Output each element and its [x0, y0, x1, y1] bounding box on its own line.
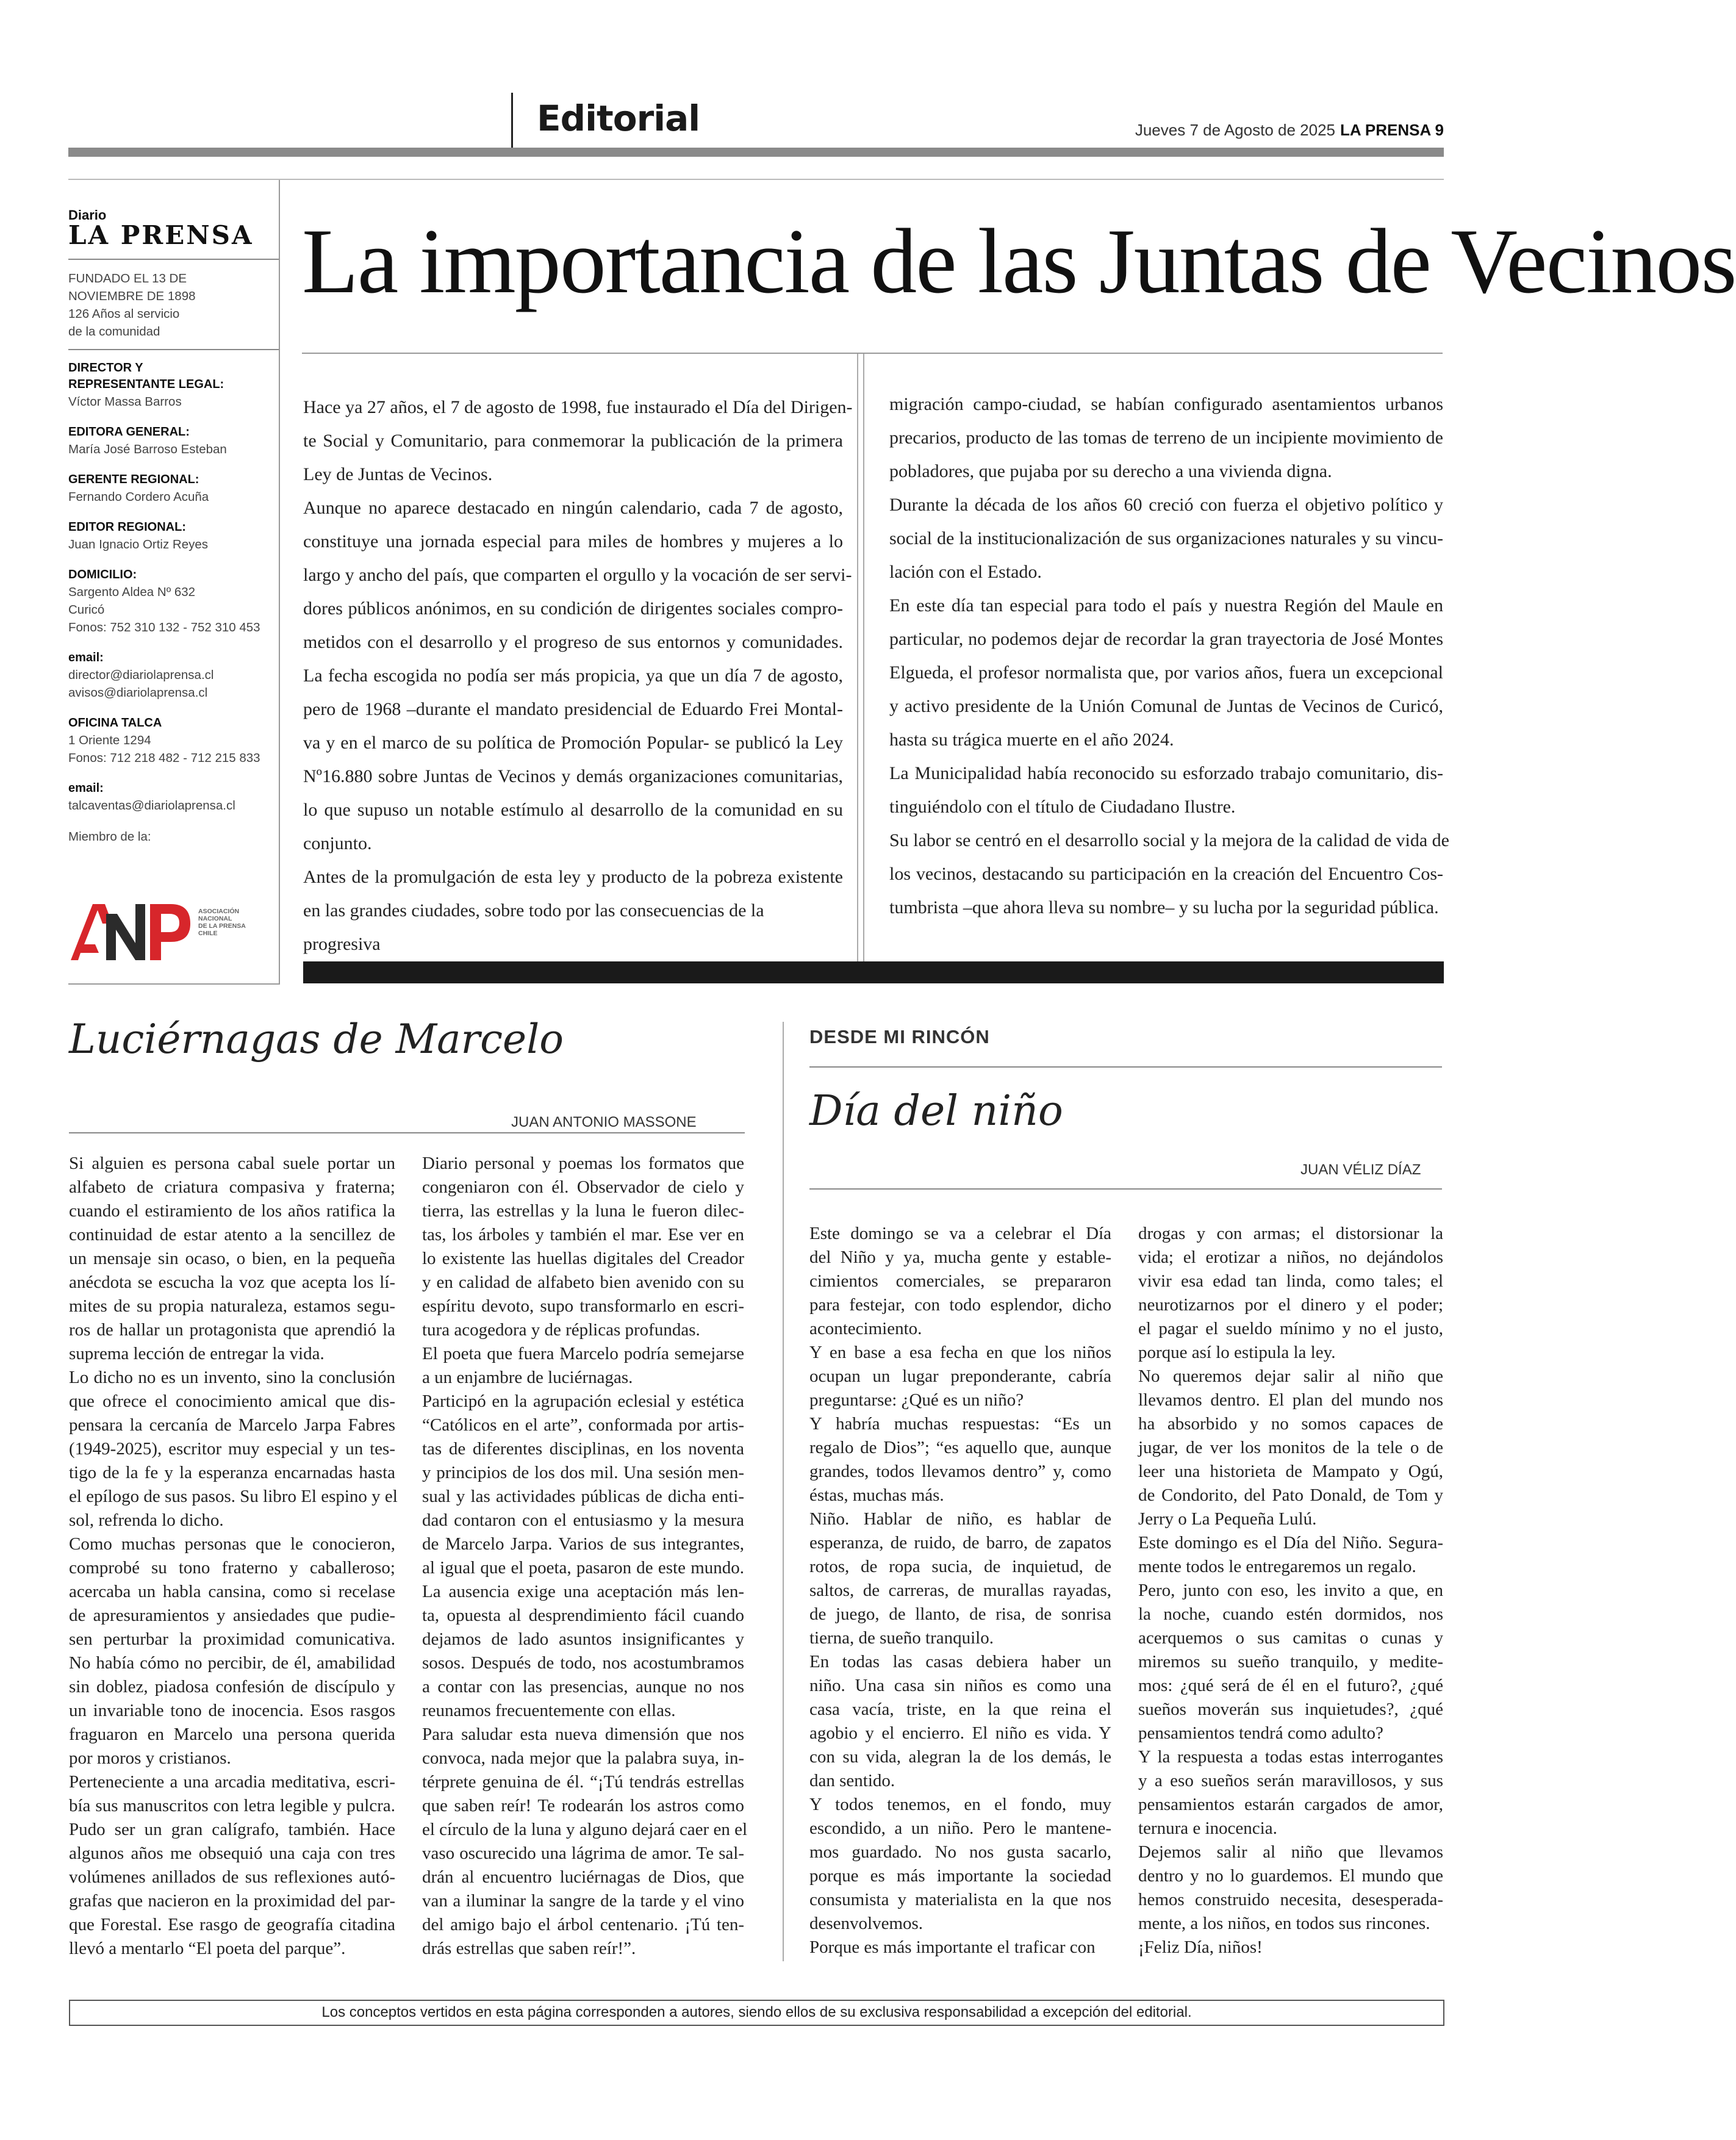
text-line: porque es más importante la sociedad [809, 1866, 1111, 1886]
text-line: a un enjambre de luciérnagas. [422, 1368, 633, 1387]
text-line: por moros y cristianos. [69, 1748, 231, 1768]
staff-label: email: [68, 781, 104, 795]
text-line: sin doblez, piadosa confesión de discípulo y [69, 1677, 395, 1697]
text-line: consumista y materialista en la que nos [809, 1890, 1111, 1909]
text-line: Niño. Hablar de niño, es hablar de [809, 1509, 1111, 1529]
text-line: sosos. Después de todo, nos acostumbramos [422, 1653, 744, 1673]
staff-label: email: [68, 651, 104, 664]
text-line: cuando el estiramiento de los años ratifica la [69, 1201, 395, 1221]
editorial-column-1 [303, 390, 853, 961]
header-thin-rule [68, 179, 1444, 180]
dia-del-nino-column-1 [809, 1222, 1111, 1959]
text-line: tierra, las estrellas y la luna le fueron dilec- [422, 1201, 744, 1221]
text-line: acercaba un habla cansina, como si recelase [69, 1582, 395, 1601]
text-line: “Católicos en el arte”, conformada por artis- [422, 1415, 744, 1435]
text-line: en las grandes ciudades, sobre todo por las consecuencias de la progresiva [303, 900, 764, 954]
text-line: Su labor se centró en el desarrollo social y la mejora de la calidad de vida de [889, 830, 1449, 850]
text-line: acontecimiento. [809, 1319, 922, 1338]
text-line: migración campo-ciudad, se habían configurado asentamientos urbanos [889, 394, 1443, 414]
section-title: Editorial [537, 98, 700, 139]
headline-rule [302, 353, 1443, 354]
text-line: algunos años me obsequió una caja con tres [69, 1844, 395, 1863]
text-line: mos: ¿qué será de él en el futuro?, ¿qué [1138, 1676, 1443, 1695]
staff-label: OFICINA TALCA [68, 716, 162, 730]
text-line: Y la respuesta a todas estas interrogantes [1138, 1747, 1443, 1767]
text-line: grafas que nacieron en la proximidad del par- [69, 1891, 395, 1911]
staff-value: Juan Ignacio Ortiz Reyes [68, 537, 209, 551]
anp-text-line: DE LA PRENSA [198, 922, 246, 930]
issue-date: Jueves 7 de Agosto de 2025 [1135, 121, 1335, 139]
text-line: mites de su propia naturaleza, estamos segu- [69, 1296, 395, 1316]
text-line: y principios de los dos mil. Una sesión men- [422, 1463, 744, 1482]
text-line: sen perturbar la proximidad comunicativa. [69, 1629, 395, 1649]
anp-logo-n [106, 904, 145, 960]
text-line: vivir esa edad tan linda, como tales; el [1138, 1271, 1443, 1291]
section-divider [783, 1022, 784, 1961]
text-line: largo y ancho del país, que comparten el orgullo y la vocación de ser servi- [303, 565, 852, 585]
text-line: van a iluminar la sangre de la tarde y el vino [422, 1891, 744, 1911]
text-line: vaso oscurecido una lágrima de amor. Te sal- [422, 1844, 744, 1863]
text-line: llevamos dentro. El plan del mundo nos [1138, 1390, 1443, 1410]
editorial-headline: La importancia de las Juntas de Vecinos [302, 210, 1736, 312]
text-line: llevó a mentarlo “El poeta del parque”. [69, 1939, 346, 1958]
masthead-logo: LA PRENSA [68, 220, 254, 250]
text-line: con su vida, alegran la de los demás, le [809, 1747, 1111, 1767]
founded-line: NOVIEMBRE DE 1898 [68, 289, 196, 303]
staff-value: Sargento Aldea Nº 632 [68, 585, 196, 599]
text-line: esperanza, de ruido, de barro, de zapatos [809, 1533, 1111, 1553]
text-line: tas, los árboles y también el mar. Ese ver en [422, 1225, 744, 1244]
text-line: Porque es más importante el traficar con [809, 1937, 1096, 1957]
text-line: La fecha escogida no podía ser más propicia, ya que un día 7 de agosto, [303, 666, 843, 686]
text-line: Y todos tenemos, en el fondo, muy [809, 1795, 1111, 1814]
header-date-line [1135, 121, 1444, 140]
sidebar-rule [68, 259, 279, 260]
header-rule [68, 148, 1444, 157]
text-line: grandes, todos llevamos dentro” y, como [809, 1462, 1111, 1481]
text-line: ternura e inocencia. [1138, 1819, 1277, 1838]
text-line: pensamientos tendrá como adulto? [1138, 1723, 1383, 1743]
text-line: conjunto. [303, 833, 372, 853]
staff-label: DIRECTOR Y [68, 361, 143, 375]
staff-value: Fonos: 712 218 482 - 712 215 833 [68, 751, 260, 765]
text-line: y activo presidente de la Unión Comunal de Juntas de Vecinos de Curicó, [889, 696, 1443, 716]
staff-value: avisos@diariolaprensa.cl [68, 686, 208, 700]
text-line: Hace ya 27 años, el 7 de agosto de 1998, fue instaurado el Día del Dirigen- [303, 397, 853, 417]
text-line: de Marcelo Jarpa. Varios de sus integrantes, [422, 1534, 744, 1554]
text-line: neurotizarnos por el dinero y el poder; [1138, 1295, 1443, 1315]
text-line: Este domingo es el Día del Niño. Segura- [1138, 1533, 1443, 1553]
text-line: tinguiéndolo con el título de Ciudadano Ilustre. [889, 797, 1236, 817]
staff-label: GERENTE REGIONAL: [68, 473, 199, 486]
byline-dia-del-nino: JUAN VÉLIZ DÍAZ [1300, 1162, 1421, 1178]
text-line: que saben reír! Te rodearán los astros como [422, 1796, 744, 1815]
staff-value: María José Barroso Esteban [68, 442, 227, 456]
text-line: dejamos de lado asuntos insignificantes y [422, 1629, 744, 1649]
anp-text-line: NACIONAL [198, 915, 232, 922]
editorial-column-2 [889, 387, 1449, 924]
text-line: para festejar, con todo esplendor, dicho [809, 1295, 1111, 1315]
text-line: porque así lo estipula la ley. [1138, 1343, 1336, 1362]
staff-value: Víctor Massa Barros [68, 395, 182, 409]
text-line: dad contaron con el entusiasmo y la mesura [422, 1510, 744, 1530]
text-line: Aunque no aparece destacado en ningún calendario, cada 7 de agosto, [303, 498, 843, 518]
founded-line: de la comunidad [68, 325, 160, 339]
text-line: miremos su sueño tranquilo, y medite- [1138, 1652, 1443, 1671]
text-line: Y en base a esa fecha en que los niños [809, 1343, 1111, 1362]
text-line: de apresuramientos y ansiedades que pudie- [69, 1606, 395, 1625]
text-line: ha absorbido y no somos capaces de [1138, 1414, 1443, 1434]
text-line: Lo dicho no es un invento, sino la conclusión [69, 1368, 395, 1387]
text-line: tierna, de sueño tranquilo. [809, 1628, 994, 1648]
text-line: Este domingo se va a celebrar el Día [809, 1224, 1111, 1243]
text-line: social de la institucionalización de sus organizaciones naturales y su vincu- [889, 528, 1443, 548]
column-divider [863, 354, 864, 964]
masthead-diario: Diario [68, 207, 107, 223]
text-line: volúmenes anillados de sus reflexiones autó- [69, 1867, 395, 1887]
text-line: particular, no podemos dejar de recordar la gran trayectoria de José Montes [889, 629, 1443, 649]
text-line: pensamientos estarán cargados de amor, [1138, 1795, 1443, 1814]
staff-value: Curicó [68, 603, 105, 617]
text-line: La ausencia exige una aceptación más len- [422, 1582, 744, 1601]
text-line: éstas, muchas más. [809, 1485, 944, 1505]
text-line: que Forestal. Ese rasgo de geografía citadina [69, 1915, 395, 1934]
anp-text-line: CHILE [198, 930, 218, 937]
header-divider [511, 93, 513, 149]
text-line: Ley de Juntas de Vecinos. [303, 464, 493, 484]
dia-del-nino-column-2 [1138, 1222, 1443, 1959]
text-line: va y en el marco de su política de Promoción Popular- se publicó la Ley [303, 733, 843, 753]
sidebar-bottom-border [68, 983, 280, 985]
text-line: a contar con las presencias, aunque no nos [422, 1677, 744, 1697]
sidebar-border [279, 180, 280, 984]
text-line: espíritu devoto, supo transformarlo en escri- [422, 1296, 744, 1316]
text-line: de Condorito, del Pato Donald, de Tom y [1138, 1485, 1443, 1505]
anp-text-line: ASOCIACIÓN [198, 908, 240, 915]
text-line: pobladores, que pujaba por su derecho a una vivienda digna. [889, 461, 1332, 481]
text-line: Participó en la agrupación eclesial y estética [422, 1391, 744, 1411]
text-line: drás estrellas que saben reír!”. [422, 1939, 636, 1958]
text-line: tigo de la fe y la esperanza encarnadas hasta [69, 1463, 395, 1482]
text-line: térprete genuina de él. “¡Tú tendrás estrellas [422, 1772, 744, 1792]
text-line: el pagar el sueldo mínimo y no el justo, [1138, 1319, 1443, 1338]
text-line: lo existente las huellas digitales del Creador [422, 1249, 744, 1268]
text-line: un mensaje sin ocaso, o bien, en la pequeña [69, 1249, 395, 1268]
text-line: dan sentido. [809, 1771, 895, 1790]
anp-logo-a [71, 904, 112, 960]
text-line: mente, a los niños, en todos sus rincones. [1138, 1914, 1430, 1933]
text-line: Como muchas personas que le conocieron, [69, 1534, 395, 1554]
byline-rule [69, 1132, 745, 1133]
text-line: fraguaron en Marcelo una persona querida [69, 1725, 395, 1744]
text-line: preguntarse: ¿Qué es un niño? [809, 1390, 1024, 1410]
anp-logo-p [150, 904, 190, 960]
founded-line: FUNDADO EL 13 DE [68, 271, 187, 285]
text-line: del amigo bajo el árbol centenario. ¡Tú ten- [422, 1915, 744, 1934]
text-line: un invariable tono de inocencia. Esos rasgos [69, 1701, 395, 1720]
text-line: sueños moverán sus inquietudes?, ¿qué [1138, 1700, 1443, 1719]
member-label: Miembro de la: [68, 830, 151, 844]
text-line: (1949-2025), escritor muy especial y un tes- [69, 1439, 395, 1459]
text-line: y a eso sueños serán maravillosos, y sus [1138, 1771, 1443, 1790]
text-line: En todas las casas debiera haber un [809, 1652, 1111, 1671]
text-line: tura acogedora y de réplicas profundas. [422, 1320, 700, 1340]
text-line: hasta su trágica muerte en el año 2024. [889, 730, 1174, 750]
text-line: del Niño y ya, mucha gente y estable- [809, 1248, 1111, 1267]
text-line: dores públicos anónimos, en su condición de dirigentes sociales compro- [303, 598, 843, 619]
text-line: tas de diferentes disciplinas, en los noventa [422, 1439, 744, 1459]
masthead-sidebar [68, 207, 279, 846]
text-line: Jerry o La Pequeña Lulú. [1138, 1509, 1317, 1529]
staff-list [68, 360, 279, 814]
text-line: bía sus manuscritos con letra legible y pulcra. [69, 1796, 395, 1815]
text-line: el epílogo de sus pasos. Su libro El espino y el [69, 1487, 398, 1506]
text-line: cimientos comerciales, se prepararon [809, 1271, 1111, 1291]
text-line: Durante la década de los años 60 creció con fuerza el objetivo político y [889, 495, 1443, 515]
text-line: regalo de Dios”; “es aquello que, aunque [809, 1438, 1111, 1457]
editorial-bottom-bar [303, 961, 1444, 983]
luciernagas-column-2 [422, 1152, 748, 1961]
text-line: que ofrece el conocimiento amical que dis- [69, 1391, 395, 1411]
text-line: drán al encuentro luciérnagas de Dios, que [422, 1867, 744, 1887]
text-line: escondido, a un niño. Pero le mantene- [809, 1819, 1111, 1838]
text-line: ocupan un lugar preponderante, cabría [809, 1366, 1111, 1386]
text-line: Diario personal y poemas los formatos que [422, 1154, 744, 1173]
staff-label: REPRESENTANTE LEGAL: [68, 378, 224, 391]
text-line: ¡Feliz Día, niños! [1138, 1937, 1263, 1957]
text-line: suprema lección de entregar la vida. [69, 1344, 325, 1363]
founded-line: 126 Años al servicio [68, 307, 180, 321]
text-line: tumbrista –que ahora lleva su nombre– y su lucha por la seguridad pública. [889, 897, 1439, 917]
staff-value: 1 Oriente 1294 [68, 733, 151, 747]
text-line: agobio y el encierro. El niño es vida. Y [809, 1723, 1111, 1743]
text-line: El poeta que fuera Marcelo podría semejarse [422, 1344, 744, 1363]
text-line: pensara la cercanía de Marcelo Jarpa Fabres [69, 1415, 395, 1435]
text-line: saltos, de carreras, de murallas rayadas, [809, 1581, 1111, 1600]
text-line: Y habría muchas respuestas: “Es un [809, 1414, 1111, 1434]
text-line: Antes de la promulgación de esta ley y producto de la pobreza existente [303, 867, 843, 887]
text-line: casa vacía, triste, en la que reina el [809, 1700, 1111, 1719]
byline-rule [809, 1188, 1442, 1190]
staff-value: director@diariolaprensa.cl [68, 668, 214, 682]
staff-value: Fernando Cordero Acuña [68, 490, 209, 504]
text-line: la noche, cuando estén dormidos, nos [1138, 1604, 1443, 1624]
text-line: vida; el erotizar a niños, no dejándolos [1138, 1248, 1443, 1267]
text-line: drogas y con armas; el distorsionar la [1138, 1224, 1443, 1243]
column-divider [857, 354, 858, 964]
text-line: precarios, producto de las tomas de terreno de un incipiente movimiento de [889, 428, 1443, 448]
text-line: La Municipalidad había reconocido su esforzado trabajo comunitario, dis- [889, 763, 1443, 783]
text-line: lación con el Estado. [889, 562, 1042, 582]
text-line: Elgueda, el profesor normalista que, por varios años, fuera un excepcional [889, 662, 1443, 683]
column-kicker: DESDE MI RINCÓN [809, 1026, 990, 1047]
text-line: desenvolvemos. [809, 1914, 924, 1933]
text-line: convoca, nada mejor que la palabra suya, in- [422, 1748, 744, 1768]
text-line: ros de hallar un protagonista que aprendió la [69, 1320, 395, 1340]
text-line: mente todos le entregaremos un regalo. [1138, 1557, 1416, 1576]
sidebar-rule [68, 349, 279, 350]
staff-value: talcaventas@diariolaprensa.cl [68, 799, 235, 813]
byline-luciernagas: JUAN ANTONIO MASSONE [511, 1114, 697, 1130]
text-line: continuidad de estar atento a la sencillez de [69, 1225, 395, 1244]
page-number: LA PRENSA 9 [1340, 121, 1444, 139]
text-line: Para saludar esta nueva dimensión que nos [422, 1725, 744, 1744]
text-line: alfabeto de criatura compasiva y fraterna; [69, 1177, 395, 1197]
staff-label: DOMICILIO: [68, 568, 137, 581]
column-headline-dia-del-nino: Día del niño [809, 1087, 1063, 1135]
text-line: niño. Una casa sin niños es como una [809, 1676, 1111, 1695]
text-line: dentro y no lo guardemos. El mundo que [1138, 1866, 1443, 1886]
text-line: te Social y Comunitario, para conmemorar la publicación de la primera [303, 431, 843, 451]
text-line: metidos con el desarrollo y el progreso de sus entornos y comunidades. [303, 632, 843, 652]
text-line: mos guardado. No nos gusta sacarlo, [809, 1842, 1111, 1862]
text-line: Pudo ser un gran calígrafo, también. Hace [69, 1820, 395, 1839]
anp-logo-text [198, 908, 246, 937]
founded-text [68, 270, 279, 340]
text-line: En este día tan especial para todo el país y nuestra Región del Maule en [889, 595, 1443, 616]
text-line: Pero, junto con eso, les invito a que, en [1138, 1581, 1443, 1600]
text-line: los vecinos, destacando su participación en la creación del Encuentro Cos- [889, 864, 1443, 884]
text-line: congeniaron con él. Observador de cielo y [422, 1177, 744, 1197]
text-line: Perteneciente a una arcadia meditativa, escri- [69, 1772, 395, 1792]
text-line: jugar, de ver los monitos de la tele o de [1138, 1438, 1443, 1457]
text-line: ta, opuesta al desprendimiento fácil cuando [422, 1606, 744, 1625]
text-line: No había cómo no percibir, de él, amabilidad [69, 1653, 395, 1673]
kicker-rule [809, 1066, 1442, 1068]
text-line: rotos, de ropa sucia, de inquietud, de [809, 1557, 1111, 1576]
text-line: anécdota se escucha la voz que acepta los lí- [69, 1273, 395, 1292]
text-line: y en calidad de alfabeto bien avenido con su [422, 1273, 744, 1292]
text-line: pero de 1968 –durante el mandato presidencial de Eduardo Frei Montal- [303, 699, 843, 719]
staff-label: EDITOR REGIONAL: [68, 520, 186, 534]
text-line: acerquemos o sus camitas o cunas y [1138, 1628, 1443, 1648]
staff-value: Fonos: 752 310 132 - 752 310 453 [68, 620, 260, 634]
text-line: Dejemos salir al niño que llevamos [1138, 1842, 1443, 1862]
text-line: de juego, de llanto, de risa, de sonrisa [809, 1604, 1111, 1624]
text-line: al igual que el poeta, pasaron de este mundo. [422, 1558, 744, 1578]
text-line: reunamos frecuentemente con ellas. [422, 1701, 676, 1720]
text-line: Nº16.880 sobre Juntas de Vecinos y demás organizaciones comunitarias, [303, 766, 843, 786]
text-line: comprobé su tono fraterno y caballeroso; [69, 1558, 395, 1578]
disclaimer-box: Los conceptos vertidos en esta página corresponden a autores, siendo ellos de su exclusiva responsabilidad a excepción del editorial. [69, 2000, 1444, 2026]
column-headline-luciernagas: Luciérnagas de Marcelo [69, 1016, 564, 1063]
text-line: el círculo de la luna y alguno dejará caer en el [422, 1820, 748, 1839]
text-line: sol, refrenda lo dicho. [69, 1510, 224, 1530]
text-line: hemos construido necesita, desesperada- [1138, 1890, 1443, 1909]
text-line: No queremos dejar salir al niño que [1138, 1366, 1443, 1386]
text-line: constituye una jornada especial para miles de hombres y mujeres a lo [303, 531, 843, 551]
luciernagas-column-1 [69, 1152, 398, 1961]
text-line: leer una historieta de Mampato y Ogú, [1138, 1462, 1443, 1481]
text-line: lo que supuso un notable estímulo al desarrollo de la comunidad en su [303, 800, 843, 820]
text-line: sual y las actividades públicas de dicha enti- [422, 1487, 744, 1506]
staff-label: EDITORA GENERAL: [68, 425, 190, 439]
text-line: Si alguien es persona cabal suele portar un [69, 1154, 395, 1173]
